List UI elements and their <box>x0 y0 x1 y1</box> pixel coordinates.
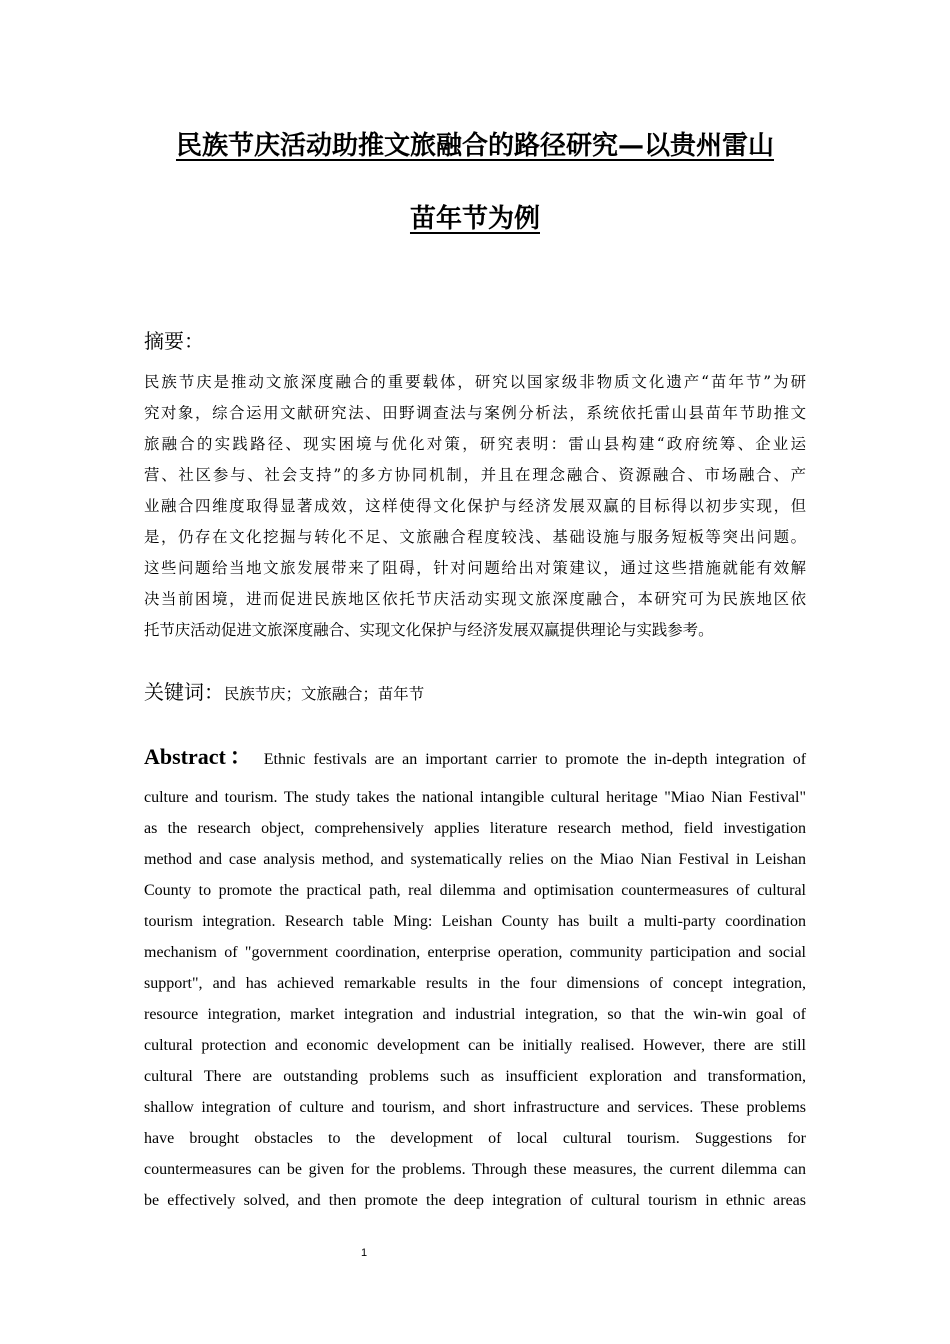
abstract-body-en <box>144 738 806 1216</box>
abstract-en-line: as the research object, comprehensively applies literature research method, field investigation <box>144 820 806 837</box>
abstract-cn-line: 究对象，综合运用文献研究法、田野调查法与案例分析法，系统依托雷山县苗年节助推文 <box>144 404 806 422</box>
page-number: 1 <box>360 1247 368 1259</box>
document-title-line-1: 民族节庆活动助推文旅融合的路径研究—以贵州雷山 <box>175 131 774 161</box>
abstract-en-label: Abstract： <box>144 744 256 769</box>
abstract-cn-line: 旅融合的实践路径、现实困境与优化对策，研究表明：雷山县构建“政府统筹、企业运 <box>144 435 806 453</box>
abstract-cn-line: 决当前困境，进而促进民族地区依托节庆活动实现文旅深度融合，本研究可为民族地区依 <box>144 590 806 608</box>
keywords-text: 民族节庆；文旅融合；苗年节 <box>224 685 425 703</box>
abstract-en-line: be effectively solved, and then promote the deep integration of cultural tourism in ethnic areas <box>144 1192 806 1209</box>
document-title-line-2: 苗年节为例 <box>409 204 540 234</box>
abstract-en-line: have brought obstacles to the development of local cultural tourism. Suggestions for <box>144 1130 806 1147</box>
abstract-en-line: countermeasures can be given for the problems. Through these measures, the current dilemma can <box>144 1161 806 1178</box>
abstract-cn-line: 这些问题给当地文旅发展带来了阻碍，针对问题给出对策建议，通过这些措施就能有效解 <box>144 559 806 577</box>
abstract-en-line: Ethnic festivals are an important carrier to promote the in-depth integration of <box>263 751 807 768</box>
abstract-body-cn <box>144 367 806 646</box>
abstract-en-line: shallow integration of culture and tourism, and short infrastructure and services. These problems <box>144 1099 806 1116</box>
abstract-cn-line: 业融合四维度取得显著成效，这样使得文化保护与经济发展双赢的目标得以初步实现，但 <box>144 497 806 515</box>
keywords-label: 关键词： <box>144 680 224 704</box>
abstract-heading-cn: 摘要： <box>144 329 204 353</box>
abstract-cn-line: 营、社区参与、社会支持”的多方协同机制，并且在理念融合、资源融合、市场融合、产 <box>144 466 806 484</box>
abstract-en-line: culture and tourism. The study takes the national intangible cultural heritage "Miao Nian Festival" <box>144 789 806 806</box>
abstract-en-line: cultural There are outstanding problems such as insufficient exploration and transformation, <box>144 1068 806 1085</box>
abstract-cn-line: 民族节庆是推动文旅深度融合的重要载体，研究以国家级非物质文化遗产“苗年节”为研 <box>144 373 806 391</box>
abstract-en-line: cultural protection and economic development can be initially realised. However, there are still <box>144 1037 806 1054</box>
abstract-en-line: tourism integration. Research table Ming: Leishan County has built a multi-party coordination <box>144 913 806 930</box>
abstract-en-line: support", and has achieved remarkable results in the four dimensions of concept integration, <box>144 975 806 992</box>
abstract-en-line: method and case analysis method, and systematically relies on the Miao Nian Festival in Leishan <box>144 851 806 868</box>
abstract-en-line: mechanism of "government coordination, enterprise operation, community participation and social <box>144 944 806 961</box>
abstract-en-line: resource integration, market integration and industrial integration, so that the win-win goal of <box>144 1006 806 1023</box>
abstract-en-first-line <box>144 738 806 782</box>
abstract-cn-line: 托节庆活动促进文旅深度融合、实现文化保护与经济发展双赢提供理论与实践参考。 <box>144 621 714 639</box>
abstract-cn-line: 是，仍存在文化挖掘与转化不足、文旅融合程度较浅、基础设施与服务短板等突出问题。 <box>144 528 806 546</box>
abstract-en-line: County to promote the practical path, real dilemma and optimisation countermeasures of cultural <box>144 882 806 899</box>
keywords <box>144 676 424 705</box>
